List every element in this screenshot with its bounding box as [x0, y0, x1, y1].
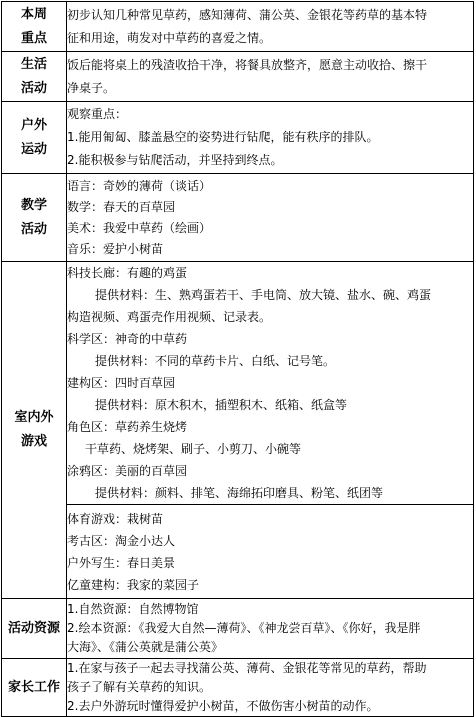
text-line: 提供材料：原木积木，插塑积木、纸箱、纸盒等 — [95, 398, 348, 412]
weekly-plan-table — [1, 1, 474, 717]
label-line: 运动 — [20, 141, 47, 157]
row-teaching — [2, 174, 474, 262]
text-line: 体育游戏：栽树苗 — [67, 511, 164, 526]
content-outdoor — [67, 102, 474, 174]
text-line: 1.在家与孩子一起去寻找蒲公英、薄荷、金银花等常见的草药，帮助 — [67, 661, 427, 675]
text-line: 观察重点： — [67, 107, 128, 121]
label-line: 教学 — [20, 197, 47, 213]
text-line: 饭后能将桌上的残渣收拾干净，将餐具放整齐，愿意主动收拾、擦干 — [67, 57, 428, 72]
row-parents — [2, 659, 474, 717]
text-line: 征和用途，萌发对中草药的喜爱之情。 — [67, 30, 272, 45]
text-line: 亿童建构：我家的菜园子 — [67, 577, 200, 592]
row-indoor-areas — [2, 262, 474, 505]
text-line: 2.能积极参与钻爬活动，并坚持到终点。 — [67, 153, 283, 167]
label-line: 游戏 — [20, 434, 47, 449]
label-line: 重点 — [20, 30, 47, 46]
label-text: 家长工作 — [7, 679, 60, 695]
row-life — [2, 52, 474, 102]
label-line: 本周 — [20, 6, 47, 22]
text-line: 角色区：草药养生烧烤 — [67, 420, 188, 434]
text-line: 科技长廊：有趣的鸡蛋 — [67, 266, 188, 280]
text-line: 音乐：爱护小树苗 — [67, 241, 164, 256]
text-line: 2.绘本资源：《我爱大自然—薄荷》、《神龙尝百草》、《你好，我是胖 — [67, 621, 421, 635]
text-line: 初步认知几种常见草药，感知薄荷、蒲公英、金银花等药草的基本特 — [67, 7, 428, 22]
text-line: 大海》、《蒲公英就是蒲公英》 — [67, 640, 224, 654]
text-line: 语言：奇妙的薄荷（谈话） — [67, 178, 212, 193]
text-line: 考古区：淘金小达人 — [67, 533, 176, 548]
text-line: 孩子了解有关草药的知识。 — [67, 680, 212, 694]
text-line: 美术：我爱中草药（绘画） — [67, 220, 212, 235]
label-line: 活动 — [20, 221, 47, 237]
label-week-goal — [2, 2, 67, 52]
label-line: 活动 — [20, 80, 47, 96]
text-line: 建构区：四时百草园 — [67, 376, 176, 390]
label-life — [2, 52, 67, 102]
label-outdoor — [2, 102, 67, 174]
row-resources — [2, 599, 474, 659]
content-parents — [67, 659, 474, 717]
content-outdoor-games — [67, 505, 474, 599]
text-line: 净桌子。 — [67, 80, 116, 95]
text-line: 2.去户外游玩时懂得爱护小树苗，不做伤害小树苗的动作。 — [67, 699, 379, 713]
label-resources — [2, 599, 67, 659]
text-line: 干草药、烧烤架、刷子、小剪刀、小碗等 — [85, 442, 302, 456]
label-text: 活动资源 — [7, 620, 60, 636]
content-teaching — [67, 174, 474, 262]
text-line: 提供材料：不同的草药卡片、白纸、记号笔。 — [95, 354, 336, 368]
label-line: 生活 — [20, 56, 47, 72]
label-teaching — [2, 174, 67, 262]
label-line: 户外 — [20, 117, 47, 133]
label-line: 室内外 — [14, 410, 54, 425]
row-outdoor-games — [2, 505, 474, 599]
text-line: 1.自然资源：自然博物馆 — [67, 602, 199, 616]
text-line: 提供材料：生、熟鸡蛋若干、手电筒、放大镜、盐水、碗、鸡蛋 — [95, 288, 432, 302]
text-line: 科学区：神奇的中草药 — [67, 332, 188, 346]
text-line: 构造视频、鸡蛋壳作用视频、记录表。 — [67, 310, 272, 324]
text-line: 涂鸦区：美丽的百草园 — [67, 464, 188, 478]
label-indoor — [2, 262, 67, 599]
text-line: 提供材料：颜料、排笔、海绵拓印磨具、粉笔、纸团等 — [95, 486, 384, 500]
text-line: 户外写生：春日美景 — [67, 555, 176, 570]
row-outdoor — [2, 102, 474, 174]
content-week-goal — [67, 2, 474, 52]
content-resources — [67, 599, 474, 659]
row-week-goal — [2, 2, 474, 52]
content-indoor-areas — [67, 262, 474, 505]
content-life — [67, 52, 474, 102]
label-parents — [2, 659, 67, 717]
text-line: 1.能用匍匐、膝盖悬空的姿势进行钻爬，能有秩序的排队。 — [67, 130, 379, 144]
text-line: 数学：春天的百草园 — [67, 199, 176, 214]
